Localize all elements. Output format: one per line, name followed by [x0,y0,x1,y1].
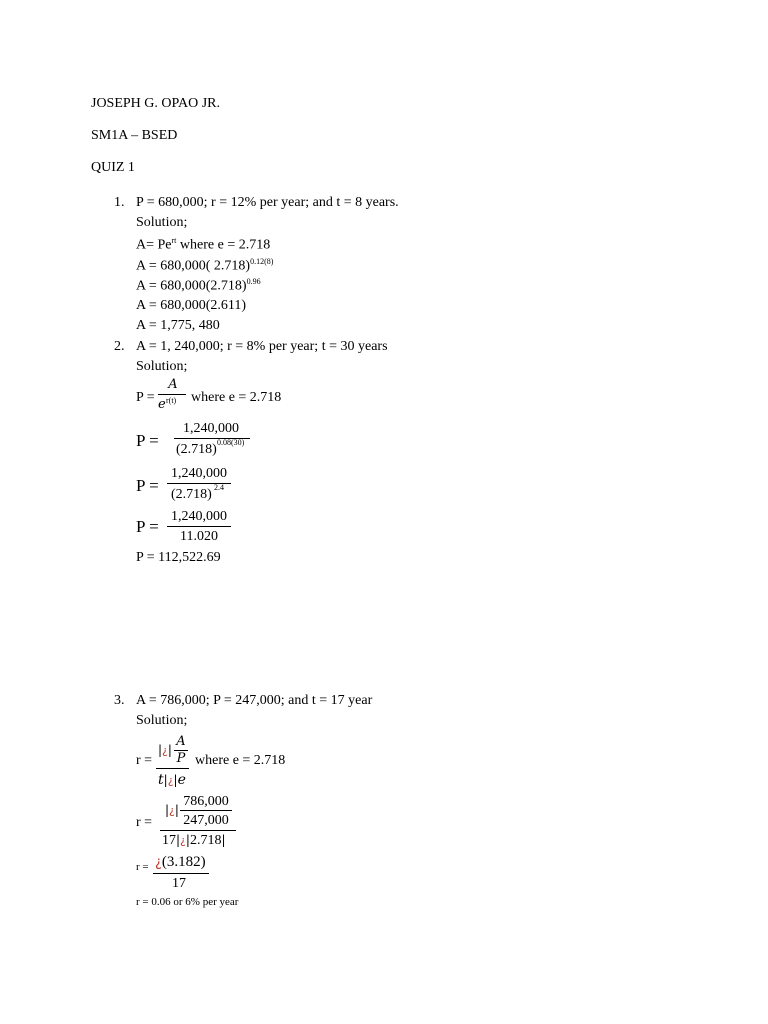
q3-formula-num-a: A [176,734,186,749]
quiz-title: QUIZ 1 [91,160,135,175]
q2-formula-bar [158,394,186,395]
q2-step-3-lhs: P = [136,517,159,536]
q1-step-1 [136,258,273,274]
q2-formula-den: e [158,397,166,412]
q3-step-1-num-b: 247,000 [183,813,229,828]
q3-formula-den-e: e [177,772,186,788]
q3-step-2-bar [153,873,209,874]
q3-formula-den [158,773,186,788]
q2-formula-where: where e = 2.718 [191,390,282,405]
q3-step-1-paren: | [174,803,179,817]
q3-answer: r = 0.06 or 6% per year [136,896,239,908]
q3-formula-glyph: ¿ [162,744,168,757]
q2-answer: P = 112,522.69 [136,550,221,565]
q1-number: 1. [114,195,125,210]
q3-step-1-glyph: ¿ [169,804,175,817]
q2-formula-lhs: P = [136,390,155,405]
q3-step-1-paren: | [221,833,226,847]
q2-solution-label: Solution; [136,359,188,374]
q3-step-2-num [155,855,206,870]
q3-step-1-num-a: 786,000 [183,794,229,809]
q2-step-1-den-exp: 0.08(30) [217,438,245,447]
student-name: JOSEPH G. OPAO JR. [91,96,221,111]
q3-step-2-glyph: ¿ [155,855,162,870]
q3-step-1-lhs: r = [136,815,153,830]
q1-answer: A = 1,775, 480 [136,318,220,333]
q1-formula-lhs: A= Pe [136,237,172,253]
q1-formula-exp: rt [171,236,177,245]
q1-step-2 [136,278,261,294]
q1-given: P = 680,000; r = 12% per year; and t = 8 years. [136,195,399,210]
q2-step-1-lhs: P = [136,431,159,450]
q3-formula-paren: | [173,773,178,787]
q1-step-1-exp: 0.12(8) [250,257,274,266]
q2-step-2-lhs: P = [136,476,159,495]
q2-given: A = 1, 240,000; r = 8% per year; t = 30 years [136,339,388,354]
q1-step-1-text: A = 680,000( 2.718) [136,258,251,274]
q2-step-2-den-exp: 2.4 [214,483,224,492]
q3-step-2-den: 17 [172,876,186,891]
q3-formula-paren: | [163,773,168,787]
q2-step-3-den: 11.020 [180,529,218,544]
q3-step-1-den-e: 2.718 [189,833,222,848]
q1-step-2-exp: 0.96 [246,277,261,286]
q3-number: 3. [114,693,125,708]
section: SM1A – BSED [91,128,178,143]
q3-given: A = 786,000; P = 247,000; and t = 17 year [136,693,373,708]
q3-formula-where: where e = 2.718 [195,753,286,768]
q3-formula-paren: | [158,743,163,757]
q3-formula-den-t: t [158,772,164,788]
q1-formula [136,237,270,253]
q2-step-3-num: 1,240,000 [171,509,227,524]
q2-step-1-num: 1,240,000 [183,421,239,436]
q3-step-1-paren: | [185,833,190,847]
q3-formula-glyph: ¿ [167,774,174,787]
q2-formula-den-exp: r(t) [166,396,177,405]
q3-step-1-paren: | [176,833,181,847]
q1-solution-label: Solution; [136,215,188,230]
q1-formula-where: where e = 2.718 [176,237,271,253]
q3-formula-num [158,744,172,758]
q2-step-2-num: 1,240,000 [171,466,227,481]
q3-step-1-glyph: ¿ [180,834,186,847]
q1-step-2-text: A = 680,000(2.718) [136,278,247,294]
q3-step-1-log [165,804,179,818]
q3-step-1-inner-bar [180,810,232,811]
q2-step-3-bar [167,526,231,527]
q3-step-1-bar [160,830,236,831]
q3-formula-lhs: r = [136,753,153,768]
q2-step-1-den: (2.718) [176,442,217,457]
q3-step-1-paren: | [165,803,170,817]
q1-step-3: A = 680,000(2.611) [136,298,247,313]
q3-step-1-den-t: 17 [162,833,176,848]
q3-step-2-lhs: r = [136,861,149,873]
q3-solution-label: Solution; [136,713,188,728]
q3-formula-num-b: P [176,751,186,766]
q3-formula-paren: | [167,743,172,757]
q2-step-2-den: (2.718) [171,487,212,502]
q3-step-1-den [162,834,225,848]
q2-number: 2. [114,339,125,354]
q3-formula-bar [156,768,189,769]
q2-formula-num: A [168,377,178,392]
q3-step-2-num-value: (3.182) [161,854,206,870]
